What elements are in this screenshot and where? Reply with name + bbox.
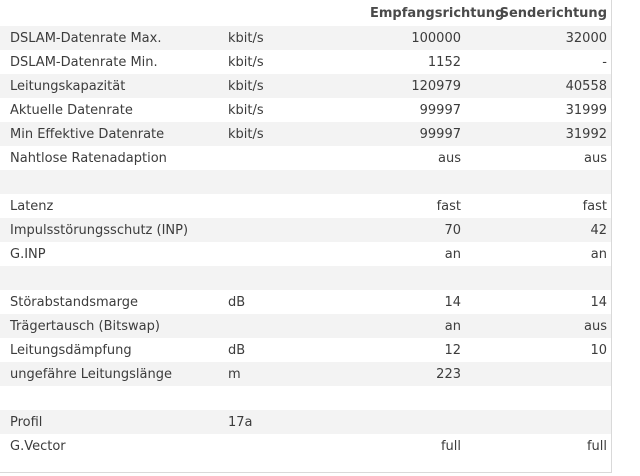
row-unit: kbit/s bbox=[228, 122, 370, 146]
row-label: Latenz bbox=[10, 198, 54, 214]
row-rx-value: 70 bbox=[370, 218, 465, 242]
row-label: Impulsstörungsschutz (INP) bbox=[0, 218, 228, 242]
table-row bbox=[0, 98, 611, 122]
row-rx-value bbox=[370, 170, 465, 194]
row-unit bbox=[228, 170, 370, 194]
row-tx-value bbox=[465, 362, 611, 386]
row-unit bbox=[228, 314, 370, 338]
row-tx-value: - bbox=[602, 54, 607, 70]
row-label: Nahtlose Ratenadaption bbox=[10, 150, 167, 166]
row-label bbox=[0, 386, 228, 410]
row-tx-value: aus bbox=[465, 314, 611, 338]
row-unit: dB bbox=[228, 294, 246, 310]
row-tx-value: fast bbox=[582, 198, 607, 214]
row-tx-value: full bbox=[586, 438, 607, 454]
table-row bbox=[0, 170, 611, 194]
table-row bbox=[0, 314, 611, 338]
row-unit bbox=[228, 386, 370, 410]
table-row bbox=[0, 122, 611, 146]
table-row bbox=[0, 146, 611, 170]
row-rx-value: aus bbox=[438, 150, 461, 166]
row-label: G.Vector bbox=[10, 438, 66, 454]
table-row bbox=[0, 434, 611, 458]
row-tx-value bbox=[465, 410, 611, 434]
row-rx-value: 100000 bbox=[370, 26, 465, 50]
row-tx-value: aus bbox=[584, 150, 607, 166]
row-unit: kbit/s bbox=[228, 54, 264, 70]
table-row bbox=[0, 266, 611, 290]
row-tx-value: 42 bbox=[465, 218, 611, 242]
row-rx-value bbox=[370, 410, 465, 434]
row-label: Min Effektive Datenrate bbox=[0, 122, 228, 146]
row-rx-value: 223 bbox=[370, 362, 465, 386]
row-tx-value: an bbox=[590, 246, 607, 262]
row-tx-value: 32000 bbox=[465, 26, 611, 50]
header-tx: Senderichtung bbox=[499, 5, 607, 21]
row-label: Störabstandsmarge bbox=[10, 294, 138, 310]
row-unit bbox=[228, 146, 370, 170]
table-body bbox=[0, 26, 611, 458]
row-unit bbox=[228, 194, 370, 218]
row-tx-value bbox=[465, 266, 611, 290]
table-row bbox=[0, 218, 611, 242]
row-unit bbox=[228, 218, 370, 242]
row-rx-value: 99997 bbox=[370, 122, 465, 146]
row-label bbox=[0, 266, 228, 290]
row-tx-value: 10 bbox=[590, 342, 607, 358]
row-unit: 17a bbox=[228, 410, 370, 434]
row-rx-value: 1152 bbox=[427, 54, 461, 70]
row-tx-value: 14 bbox=[590, 294, 607, 310]
row-rx-value bbox=[370, 386, 465, 410]
row-rx-value: 14 bbox=[444, 294, 461, 310]
table-row bbox=[0, 50, 611, 74]
row-label: Profil bbox=[0, 410, 228, 434]
row-tx-value: 31992 bbox=[465, 122, 611, 146]
table-header-row bbox=[0, 0, 611, 26]
row-tx-value: 40558 bbox=[465, 74, 611, 98]
row-unit bbox=[228, 434, 370, 458]
table-row bbox=[0, 242, 611, 266]
header-empty-label bbox=[0, 0, 228, 26]
row-label: Aktuelle Datenrate bbox=[10, 102, 133, 118]
row-unit: kbit/s bbox=[228, 102, 264, 118]
row-unit: kbit/s bbox=[228, 74, 370, 98]
row-tx-value bbox=[465, 170, 611, 194]
row-unit: m bbox=[228, 362, 370, 386]
row-rx-value bbox=[370, 266, 465, 290]
row-tx-value bbox=[465, 386, 611, 410]
table-row bbox=[0, 338, 611, 362]
row-rx-value: an bbox=[370, 314, 465, 338]
table-row bbox=[0, 410, 611, 434]
row-label: DSLAM-Datenrate Max. bbox=[0, 26, 228, 50]
table-row bbox=[0, 74, 611, 98]
row-label: DSLAM-Datenrate Min. bbox=[10, 54, 158, 70]
header-empty-unit bbox=[228, 0, 370, 26]
row-rx-value: an bbox=[444, 246, 461, 262]
row-unit: kbit/s bbox=[228, 26, 370, 50]
row-label: Leitungsdämpfung bbox=[10, 342, 132, 358]
row-label: ungefähre Leitungslänge bbox=[0, 362, 228, 386]
row-label: Trägertausch (Bitswap) bbox=[0, 314, 228, 338]
row-rx-value: 99997 bbox=[419, 102, 461, 118]
row-rx-value: 120979 bbox=[370, 74, 465, 98]
row-tx-value: 31999 bbox=[565, 102, 607, 118]
row-unit bbox=[228, 242, 370, 266]
header-rx: Empfangsrichtung bbox=[370, 5, 505, 21]
row-rx-value: fast bbox=[436, 198, 461, 214]
row-unit bbox=[228, 266, 370, 290]
table-row bbox=[0, 362, 611, 386]
row-rx-value: 12 bbox=[444, 342, 461, 358]
table-row bbox=[0, 26, 611, 50]
table-row bbox=[0, 194, 611, 218]
row-rx-value: full bbox=[440, 438, 461, 454]
table-row bbox=[0, 290, 611, 314]
row-label: G.INP bbox=[10, 246, 46, 262]
row-label: Leitungskapazität bbox=[0, 74, 228, 98]
row-unit: dB bbox=[228, 342, 246, 358]
table-row bbox=[0, 386, 611, 410]
row-label bbox=[0, 170, 228, 194]
